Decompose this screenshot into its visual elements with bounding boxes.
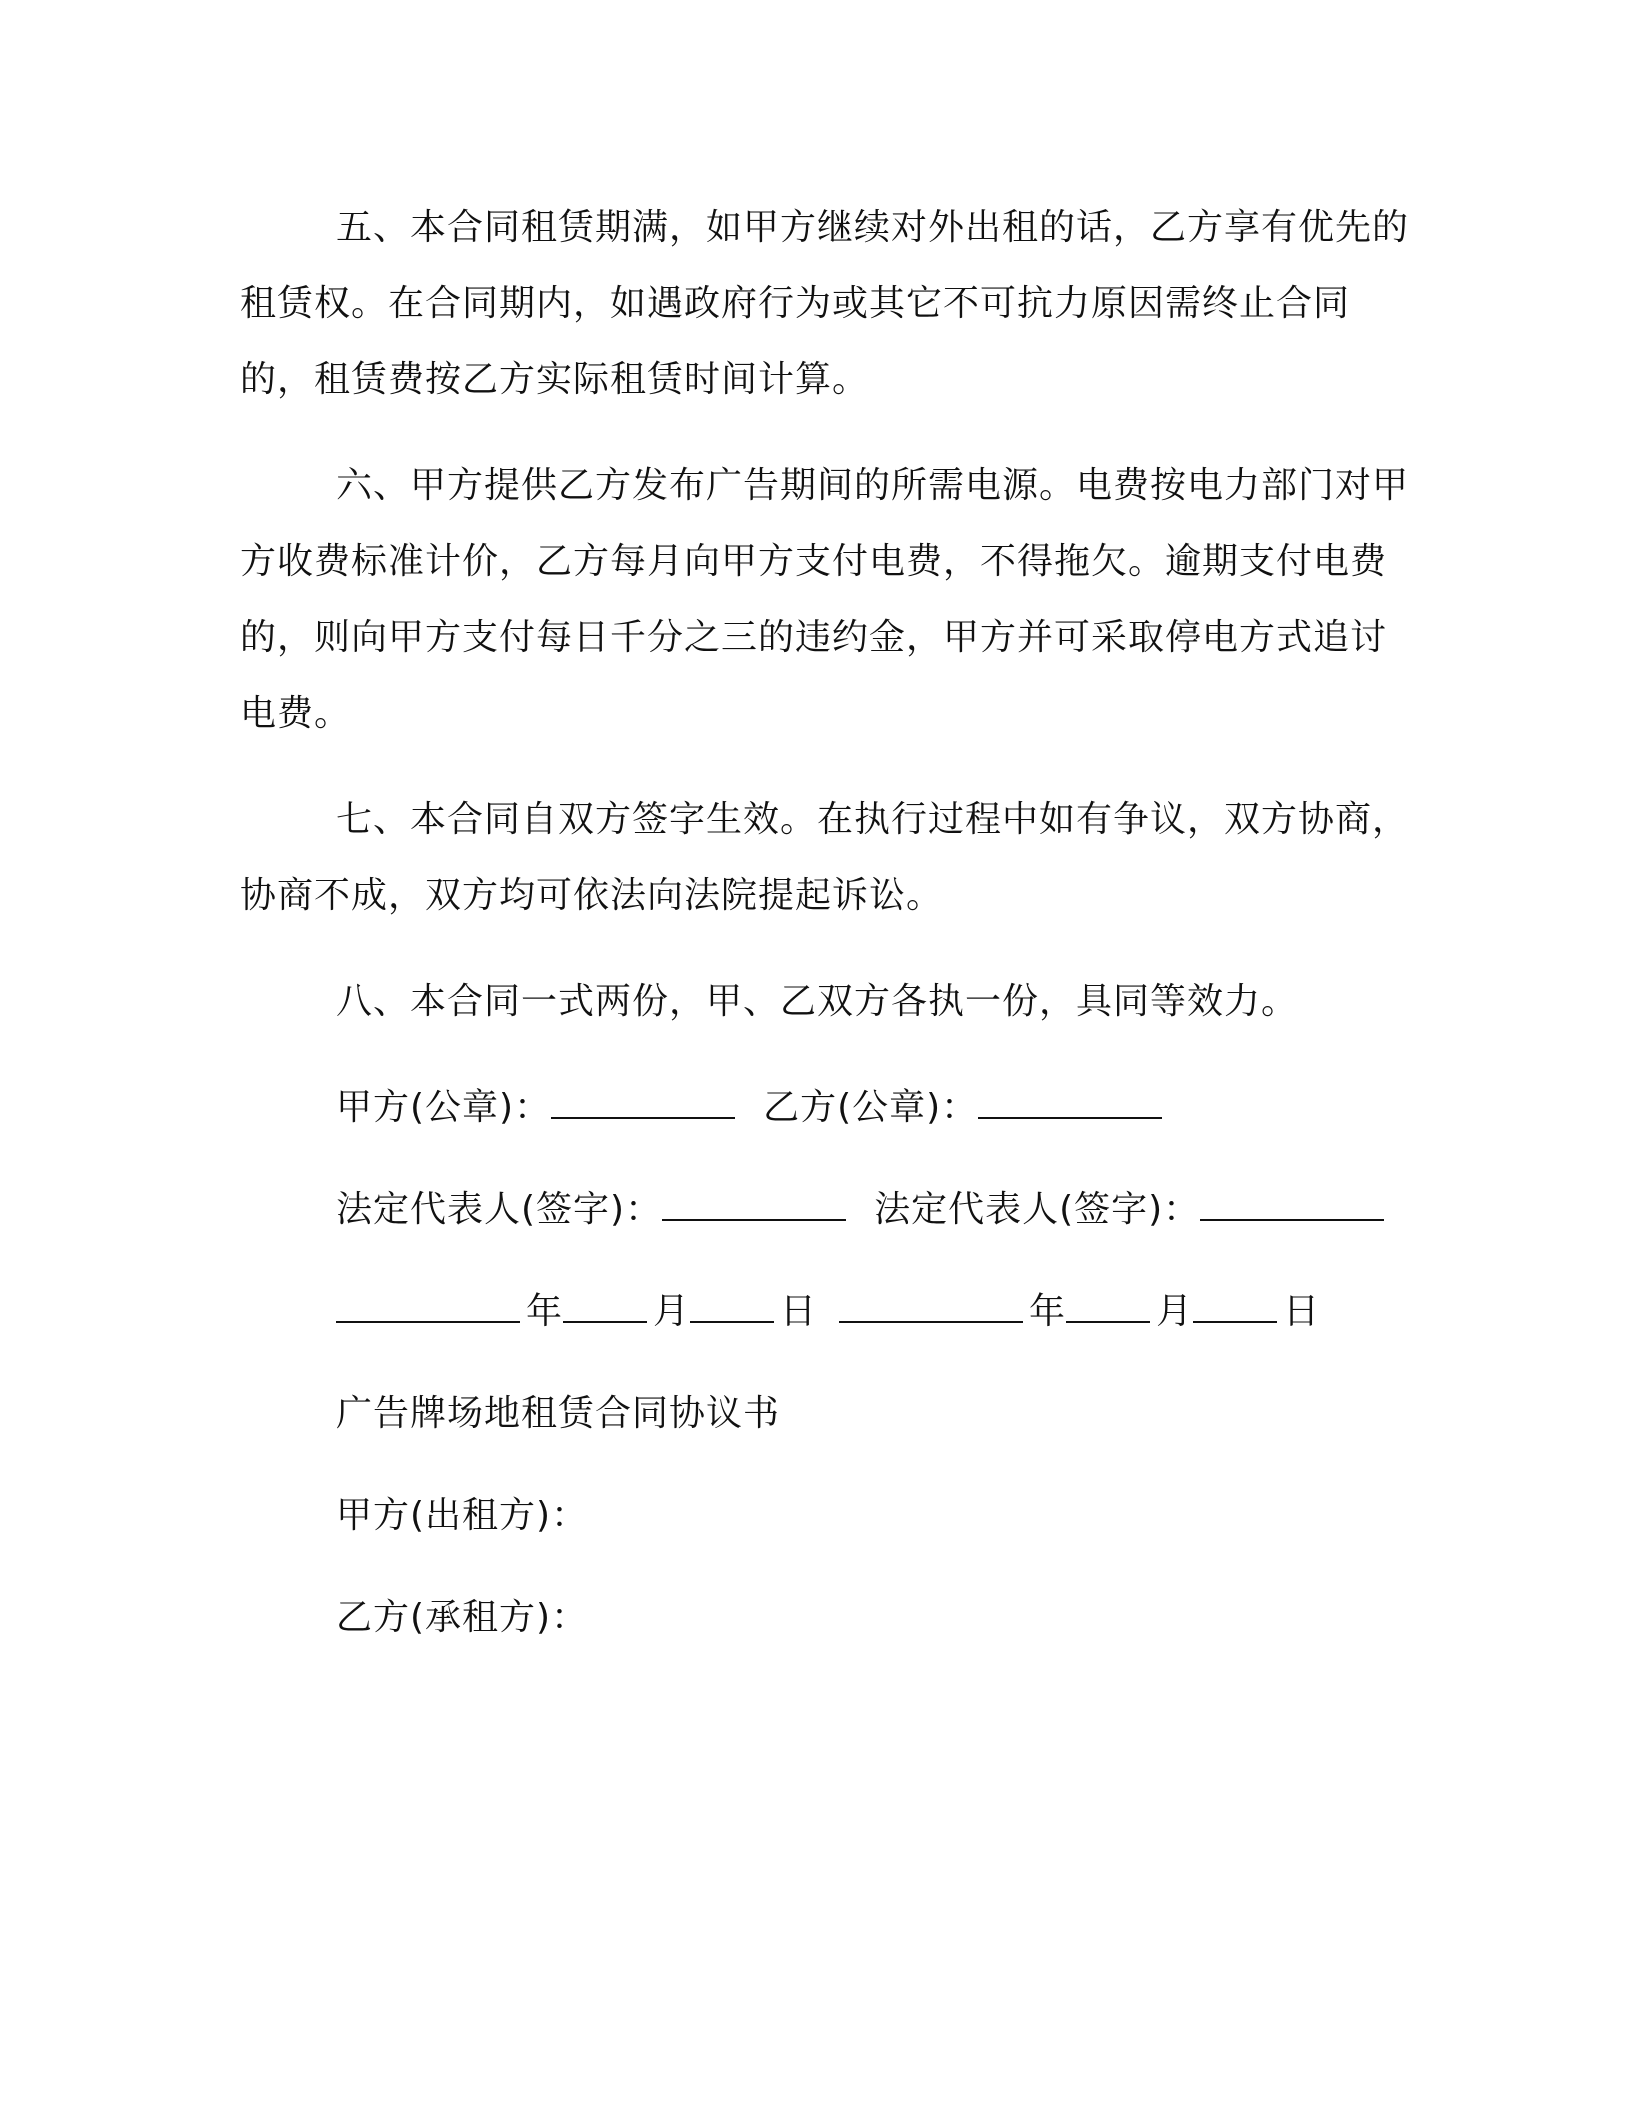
- rep-a-blank: [662, 1175, 846, 1221]
- date-a-blank: [336, 1277, 520, 1323]
- date-a-month: 月: [653, 1291, 691, 1332]
- clause-7: 七、本合同自双方签字生效。在执行过程中如有争议，双方协商，协商不成，双方均可依法向法院提起诉讼。: [240, 799, 1410, 916]
- party-a-seal-blank: [551, 1073, 735, 1119]
- date-a-day-blank: [690, 1277, 774, 1323]
- document-body: [240, 190, 1410, 1682]
- clause-5: 五、本合同租赁期满，如甲方继续对外出租的话，乙方享有优先的租赁权。在合同期内，如遇政府行为或其它不可抗力原因需终止合同的，租赁费按乙方实际租赁时间计算。: [240, 207, 1410, 400]
- rep-b-blank: [1200, 1175, 1384, 1221]
- party-b-seal-label: 乙方(公章)：: [763, 1087, 979, 1128]
- agreement-title: 广告牌场地租赁合同协议书: [336, 1393, 781, 1434]
- clause-8: 八、本合同一式两份，甲、乙双方各执一份，具同等效力。: [336, 981, 1299, 1022]
- date-a-year: 年: [526, 1291, 564, 1332]
- party-a-seal-label: 甲方(公章)：: [336, 1087, 552, 1128]
- date-line: [240, 1274, 1410, 1350]
- date-b-blank: [839, 1277, 1023, 1323]
- clause-6: 六、甲方提供乙方发布广告期间的所需电源。电费按电力部门对甲方收费标准计价，乙方每月向甲方支付电费，不得拖欠。逾期支付电费的，则向甲方支付每日千分之三的违约金，甲方并可采取停电方式追讨电费。: [240, 465, 1410, 734]
- rep-a-label: 法定代表人(签字)：: [336, 1189, 663, 1230]
- date-b-day-blank: [1193, 1277, 1277, 1323]
- party-a-lessor-label: 甲方(出租方)：: [336, 1495, 589, 1536]
- representative-line: [240, 1172, 1410, 1248]
- seal-line: [240, 1070, 1410, 1146]
- date-b-month: 月: [1156, 1291, 1194, 1332]
- date-a-month-blank: [563, 1277, 647, 1323]
- rep-b-label: 法定代表人(签字)：: [874, 1189, 1201, 1230]
- date-b-month-blank: [1066, 1277, 1150, 1323]
- date-a-day: 日: [780, 1291, 818, 1332]
- party-b-lessee-label: 乙方(承租方)：: [336, 1597, 589, 1638]
- party-b-seal-blank: [978, 1073, 1162, 1119]
- date-b-day: 日: [1283, 1291, 1321, 1332]
- date-b-year: 年: [1029, 1291, 1067, 1332]
